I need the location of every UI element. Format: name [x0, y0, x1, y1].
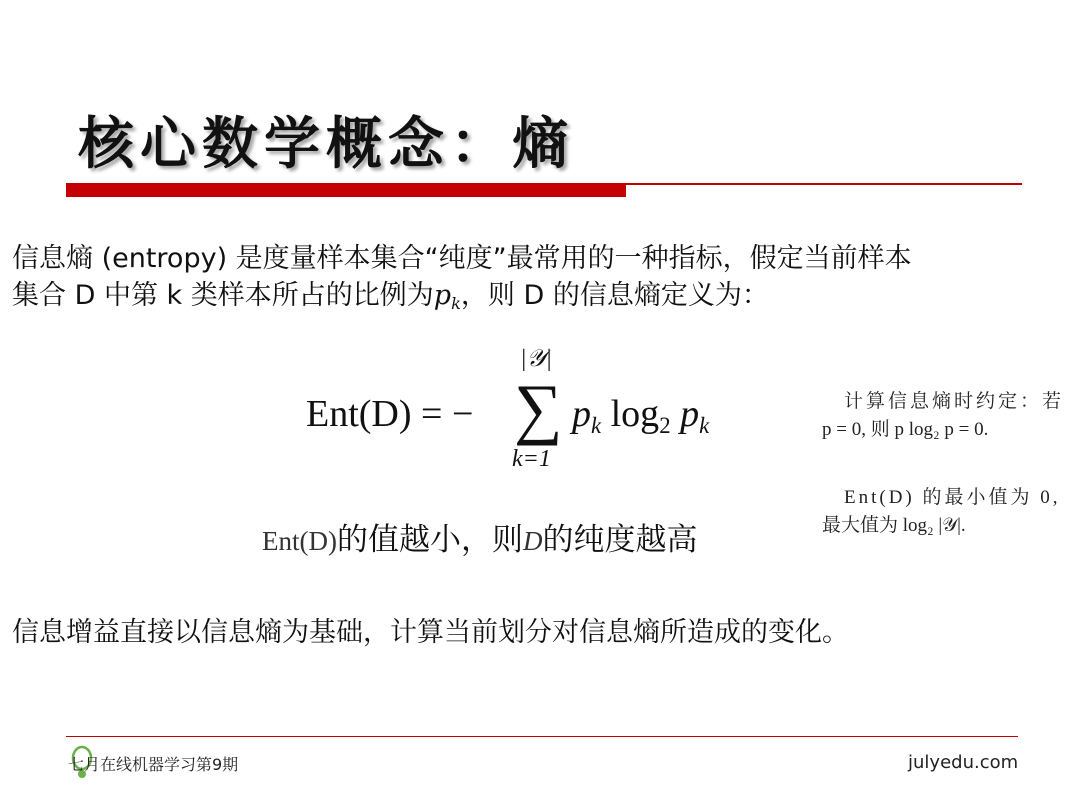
title-divider-thick — [66, 185, 626, 197]
intro-line-2b: ，则 D 的信息熵定义为： — [460, 280, 769, 311]
note1-line2: p = 0, 则 p log₂ p = 0. — [822, 419, 989, 440]
note2-line2: 最大值为 log₂ |𝒴|. — [822, 515, 966, 536]
entropy-formula — [306, 346, 746, 472]
entropy-convention-note — [822, 388, 1074, 444]
note2-line1: Ent(D) 的最小值为 0, — [844, 487, 1061, 508]
intro-line-1: 信息熵 (entropy) 是度量样本集合“纯度”最常用的一种指标，假定当前样本 — [12, 243, 912, 274]
sum-upper-limit: |𝒴| — [520, 346, 553, 372]
sum-symbol: ∑ — [514, 370, 563, 446]
note1-line1: 计算信息熵时约定：若 — [844, 391, 1065, 412]
slide-title: 核心数学概念：熵 — [78, 111, 574, 177]
footer-divider — [66, 736, 1018, 737]
entropy-range-note — [822, 484, 1074, 540]
intro-paragraph — [12, 240, 1062, 322]
footer-course-name: 七月在线机器学习第9期 — [68, 755, 239, 774]
purity-text-2: 的纯度越高 — [542, 522, 698, 558]
formula-lhs: Ent(D) = − — [306, 393, 474, 435]
info-gain-paragraph: 信息增益直接以信息熵为基础，计算当前划分对信息熵所造成的变化。 — [12, 617, 849, 648]
formula-rhs: $p_k$ $\log_2 p_k$ — [572, 393, 710, 438]
purity-ent: Ent(D) — [262, 526, 337, 556]
pk-symbol: $p_k$ — [433, 280, 461, 313]
sum-lower-limit: k=1 — [512, 446, 551, 472]
purity-d: D — [522, 526, 543, 556]
footer-website: julyedu.com — [908, 752, 1019, 773]
purity-text-1: 的值越小，则 — [336, 522, 523, 558]
purity-statement — [262, 514, 697, 559]
intro-line-2a: 集合 D 中第 k 类样本所占的比例为 — [12, 280, 434, 311]
